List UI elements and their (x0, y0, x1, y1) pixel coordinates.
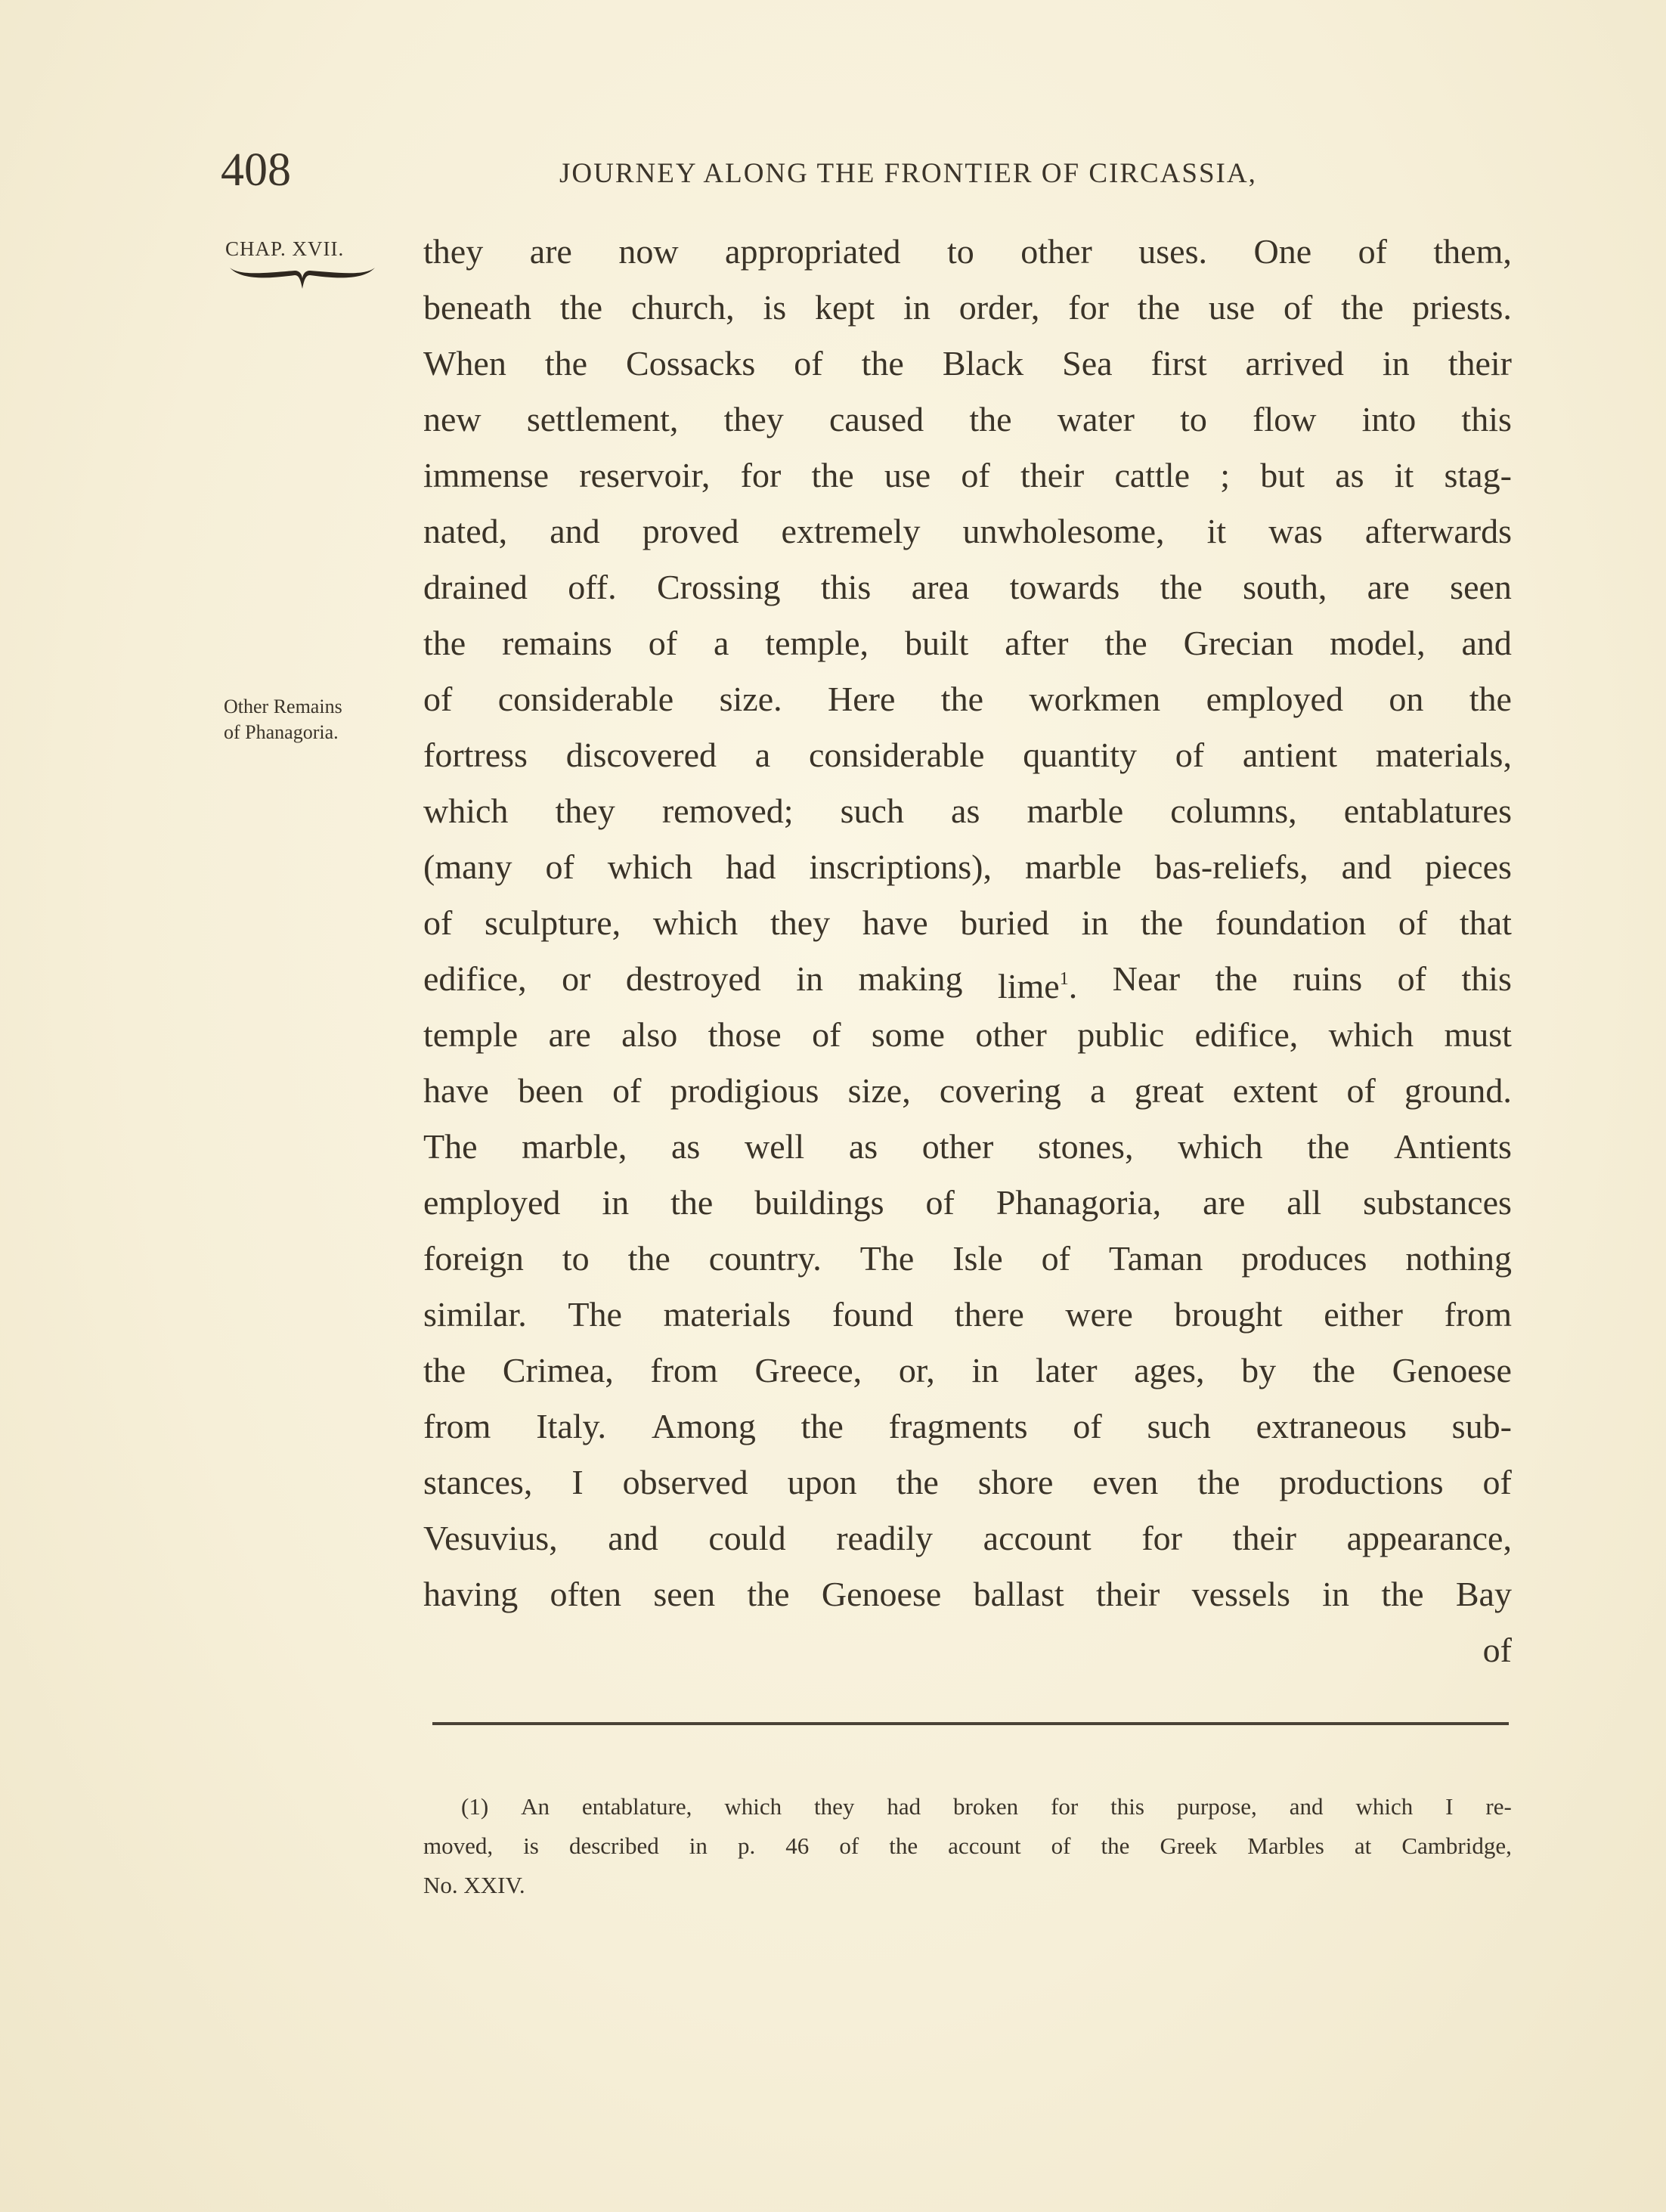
text-line: beneath the church, is kept in order, for the use of the priests. (423, 288, 1512, 327)
text-line: have been of prodigious size, covering a great extent of ground. (423, 1071, 1512, 1110)
text-line: drained off. Crossing this area towards the south, are seen (423, 568, 1512, 606)
text-line: (many of which had inscriptions), marble bas-reliefs, and pieces (423, 847, 1512, 886)
brace-ornament-icon (227, 263, 378, 293)
footnote-line: No. XXIV. (423, 1872, 525, 1898)
footnote (423, 1787, 1512, 1905)
footnote-line: moved, is described in p. 46 of the account of the Greek Marbles at Cambridge, (423, 1832, 1512, 1859)
body-text (423, 224, 1512, 1678)
text-line: of sculpture, which they have buried in the foundation of that (423, 903, 1512, 942)
text-line: having often seen the Genoese ballast their vessels in the Bay (423, 1575, 1512, 1613)
text-line: Vesuvius, and could readily account for their appearance, (423, 1519, 1512, 1557)
text-line: similar. The materials found there were brought either from (423, 1295, 1512, 1334)
text-line: temple are also those of some other public edifice, which must (423, 1015, 1512, 1054)
text-line: from Italy. Among the fragments of such extraneous sub- (423, 1407, 1512, 1445)
text-line: The marble, as well as other stones, which the Antients (423, 1127, 1512, 1166)
text-line: fortress discovered a considerable quantity of antient materials, (423, 736, 1512, 774)
text-line: immense reservoir, for the use of their cattle ; but as it stag- (423, 456, 1512, 494)
text-line: When the Cossacks of the Black Sea first arrived in their (423, 344, 1512, 383)
running-head: JOURNEY ALONG THE FRONTIER OF CIRCASSIA, (559, 158, 1257, 189)
footnote-reference: 1 (1059, 969, 1069, 989)
text-line: the remains of a temple, built after the Grecian model, and (423, 624, 1512, 662)
marginal-note-line: Other Remains (224, 696, 342, 717)
chapter-label: CHAP. XVII. (225, 237, 345, 260)
text-line: employed in the buildings of Phanagoria, are all substances (423, 1183, 1512, 1222)
footnote-rule (432, 1722, 1509, 1725)
text-line: foreign to the country. The Isle of Taman produces nothing (423, 1239, 1512, 1278)
marginal-note (224, 694, 342, 745)
text-line: of considerable size. Here the workmen employed on the (423, 680, 1512, 718)
marginal-note-line: of Phanagoria. (224, 721, 339, 743)
text-line: which they removed; such as marble columns, entablatures (423, 792, 1512, 830)
text-line: edifice, or destroyed in making lime$^1$. Near the ruins of this (423, 959, 1512, 1005)
text-line: nated, and proved extremely unwholesome, it was afterwards (423, 512, 1512, 550)
text-line: they are now appropriated to other uses. One of them, (423, 232, 1512, 271)
footnote-line: (1) An entablature, which they had broken for this purpose, and which I re- (461, 1793, 1512, 1820)
page-number: 408 (221, 144, 291, 196)
text-line: new settlement, they caused the water to flow into this (423, 400, 1512, 438)
text-line: stances, I observed upon the shore even the productions of (423, 1463, 1512, 1501)
text-line: the Crimea, from Greece, or, in later ages, by the Genoese (423, 1351, 1512, 1389)
catchword: of (1482, 1631, 1512, 1669)
